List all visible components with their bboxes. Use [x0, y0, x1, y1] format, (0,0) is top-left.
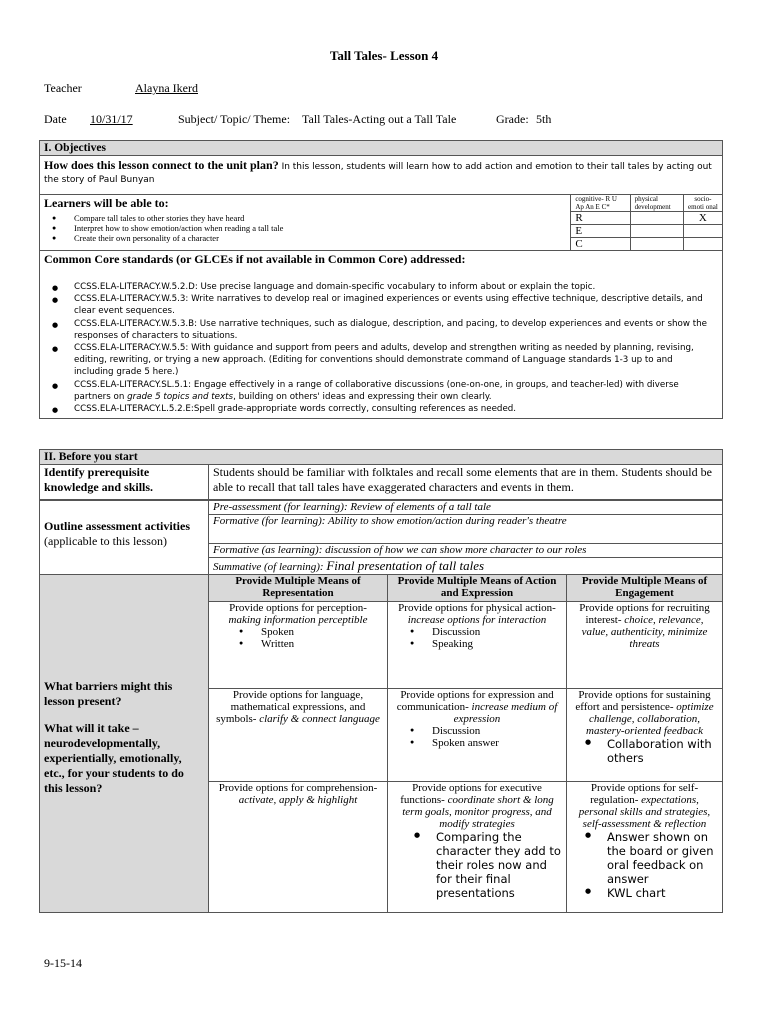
- grid-cell: [630, 212, 683, 225]
- footer-date: 9-15-14: [44, 956, 82, 970]
- udl-header-action: Provide Multiple Means of Action and Expression: [388, 575, 567, 602]
- assessment-formative-for: Formative (for learning): Ability to show emotion/action during reader's theatre: [209, 515, 723, 544]
- assessment-label-cell: [40, 501, 209, 575]
- learner-objective: ● Compare tall tales to other stories they have heard: [44, 213, 566, 223]
- before-heading: II. Before you start: [40, 450, 723, 465]
- udl-text: Provide options for executive functions-: [400, 782, 542, 806]
- assessment-sublabel: (applicable to this lesson): [44, 534, 167, 548]
- standard-item: ● CCSS.ELA-LITERACY.L.5.2.E:Spell grade-appropriate words correctly, consulting references as needed.: [44, 403, 712, 415]
- udl-text-italic: choice, relevance, value, authenticity, minimize threats: [581, 614, 708, 650]
- udl-item: ● Discussion: [402, 626, 562, 638]
- udl-text-italic: clarify & connect language: [259, 713, 380, 725]
- grade-value: 5th: [536, 112, 552, 126]
- grid-cell: [683, 238, 722, 251]
- udl-text: Provide options for expression and communication-: [396, 689, 554, 713]
- udl-header-representation: Provide Multiple Means of Representation: [209, 575, 388, 602]
- udl-item: ● Collaboration with others: [577, 737, 718, 765]
- udl-cell: [567, 782, 723, 913]
- standard-item: ● CCSS.ELA-LITERACY.SL.5.1: Engage effectively in a range of collaborative discussions (one-on-one, in groups, and teacher-led) with diverse partners on grade 5 topics and texts, building on others' ideas and expressing their own clearly.: [44, 379, 712, 403]
- summative-label: Summative (of learning):: [213, 561, 327, 573]
- udl-item: ● Spoken answer: [402, 737, 562, 749]
- udl-cell: [209, 782, 388, 913]
- udl-text-italic: optimize challenge, collaboration, mastery-oriented feedback: [586, 701, 714, 737]
- objectives-heading: I. Objectives: [40, 141, 723, 156]
- assessment-pre: Pre-assessment (for learning): Review of elements of a tall tale: [209, 501, 723, 515]
- take-question: What will it take – neurodevelopmentally, experientially, emotionally, etc., for your students to do this lesson?: [44, 721, 184, 795]
- grade-label: Grade:: [496, 112, 529, 126]
- udl-text: Provide options for perception-: [229, 602, 367, 614]
- teacher-name: Alayna Ikerd: [135, 81, 198, 95]
- udl-cell: [388, 782, 567, 913]
- udl-text-italic: making information perceptible: [228, 614, 368, 626]
- udl-item: ● Written: [231, 638, 383, 650]
- standard-item: ● CCSS.ELA-LITERACY.W.5.5: With guidance and support from peers and adults, develop and strengthen writing as needed by planning, revising, editing, rewriting, or trying a new approach. (Editing for conventions should demonstrate command of Language standards 1-3 up to and including grade 5 here.): [44, 342, 712, 379]
- unit-connection-question: How does this lesson connect to the unit plan?: [44, 158, 279, 172]
- grid-cell: [630, 225, 683, 238]
- udl-cell: [567, 689, 723, 782]
- udl-item: ● Discussion: [402, 725, 562, 737]
- teacher-label: Teacher: [44, 81, 82, 95]
- grid-cell: X: [683, 212, 722, 225]
- udl-text-italic: activate, apply & highlight: [238, 794, 358, 806]
- standards-heading: Common Core standards (or GLCEs if not available in Common Core) addressed:: [44, 252, 466, 266]
- learner-objective: ● Interpret how to show emotion/action when reading a tall tale: [44, 223, 566, 233]
- grid-cell: R: [571, 212, 630, 225]
- barriers-cell: [40, 575, 209, 913]
- udl-cell: [209, 602, 388, 689]
- unit-connection-cell: [40, 156, 723, 195]
- udl-item: ● Comparing the character they add to their roles now and for their final presentations: [406, 830, 562, 900]
- assessment-table: [39, 500, 723, 575]
- udl-text: Provide options for recruiting interest-: [579, 602, 710, 626]
- grid-cell: E: [571, 225, 630, 238]
- col-socio-emotional: socio-emoti onal: [683, 195, 722, 212]
- udl-cell: [388, 602, 567, 689]
- prereq-text: Students should be familiar with folktales and recall some elements that are in them. Students should be able to recall that tall tales have exaggerated characters and events in them.: [209, 465, 723, 500]
- standard-item: ● CCSS.ELA-LITERACY.W.5.2.D: Use precise language and domain-specific vocabulary to inform about or explain the topic.: [44, 281, 712, 293]
- udl-text: Provide options for physical action-: [398, 602, 556, 614]
- date-value: 10/31/17: [90, 112, 133, 126]
- date-label: Date: [44, 112, 67, 126]
- assessment-formative-as: Formative (as learning): discussion of how we can show more character to our roles: [209, 544, 723, 558]
- grid-cell: C: [571, 238, 630, 251]
- standard-item: ● CCSS.ELA-LITERACY.W.5.3: Write narratives to develop real or imagined experiences or events using effective technique, descriptive details, and clear event sequences.: [44, 293, 712, 317]
- col-cognitive: cognitive- R U Ap An E C*: [571, 195, 630, 212]
- subject-label: Subject/ Topic/ Theme:: [178, 112, 291, 126]
- standard-sl-intro: CCSS.ELA-LITERACY.SL.5.1: Engage effectively in a range of collaborative discussions (one-on-one, in groups, and teacher-led) with diverse partners on: [74, 379, 679, 402]
- before-table: [39, 449, 723, 500]
- standards-cell: [40, 251, 723, 419]
- objectives-table: [39, 140, 723, 419]
- udl-text-italic: expectations, personal skills and strategies, self-assessment & reflection: [578, 794, 711, 830]
- udl-item: ● Speaking: [402, 638, 562, 650]
- udl-text-italic: coordinate short & long term goals, monitor progress, and modify strategies: [402, 794, 554, 830]
- udl-text: Provide options for self-regulation-: [590, 782, 699, 806]
- udl-item: ● Spoken: [231, 626, 383, 638]
- udl-text: Provide options for sustaining effort and persistence-: [575, 689, 711, 713]
- grid-cell: [630, 238, 683, 251]
- learner-objective: ● Create their own personality of a character: [44, 233, 566, 243]
- summative-value: Final presentation of tall tales: [326, 558, 485, 573]
- udl-item: ● Answer shown on the board or given oral feedback on answer: [577, 830, 718, 886]
- udl-header-engagement: Provide Multiple Means of Engagement: [567, 575, 723, 602]
- col-physical: physical development: [630, 195, 683, 212]
- udl-text-italic: increase options for interaction: [407, 614, 547, 626]
- udl-text: Provide options for comprehension-: [218, 782, 378, 794]
- udl-cell: [209, 689, 388, 782]
- subject-value: Tall Tales-Acting out a Tall Tale: [302, 112, 457, 126]
- assessment-label: Outline assessment activities: [44, 519, 190, 533]
- udl-cell: [567, 602, 723, 689]
- unit-connection-answer-2: the story of Paul Bunyan: [44, 175, 155, 185]
- learners-heading: Learners will be able to:: [44, 196, 169, 210]
- udl-table: [39, 574, 723, 913]
- grid-cell: [683, 225, 722, 238]
- assessment-summative: [209, 558, 723, 575]
- standard-item: ● CCSS.ELA-LITERACY.W.5.3.B: Use narrative techniques, such as dialogue, description, and pacing, to develop experiences and events or show the responses of characters to situations.: [44, 318, 712, 342]
- unit-connection-answer-1: In this lesson, students will learn how to add action and emotion to their tall tales by acting out: [278, 162, 712, 172]
- barriers-question: What barriers might this lesson present?: [44, 679, 173, 708]
- document-title: Tall Tales- Lesson 4: [329, 48, 439, 63]
- udl-text-italic: increase medium of expression: [453, 701, 558, 725]
- prereq-label: Identify prerequisite knowledge and skills.: [40, 465, 209, 500]
- udl-item: ● KWL chart: [577, 886, 718, 900]
- udl-text: Provide options for language, mathematical expressions, and symbols-: [216, 689, 366, 725]
- udl-cell: [388, 689, 567, 782]
- learners-cell: [40, 195, 571, 251]
